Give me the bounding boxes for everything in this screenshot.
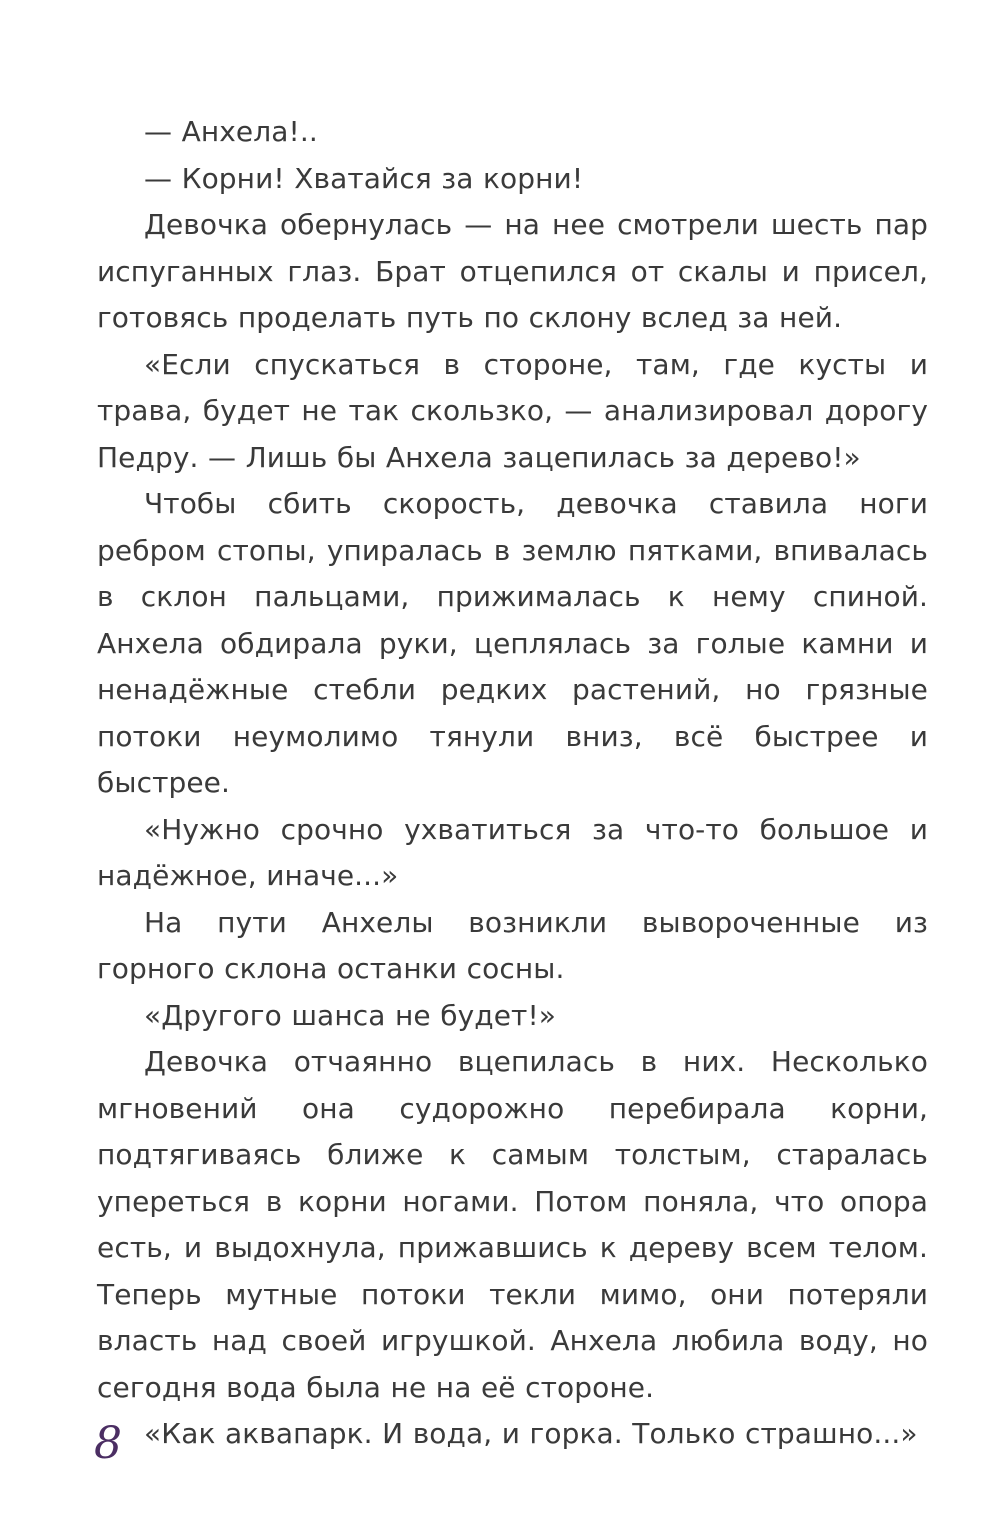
paragraph: «Как аквапарк. И вода, и горка. Только страшно...»: [144, 1417, 918, 1450]
paragraph: Девочка обернулась — на нее смотрели шесть пар испуганных глаз. Брат отцепился от скалы и присел, готовясь проделать путь по склону вслед за ней.: [97, 208, 928, 334]
paragraph: Чтобы сбить скорость, девочка ставила ноги ребром стопы, упиралась в землю пятками, впивалась в склон пальцами, прижималась к нему спиной. Анхела обдирала руки, цеплялась за голые камни и ненадёжные стебли редких растений, но грязные потоки неумолимо тянули вниз, всё быстрее и быстрее.: [97, 487, 928, 799]
page-number: 8: [94, 1418, 122, 1469]
paragraph: «Нужно срочно ухватиться за что-то большое и надёжное, иначе...»: [97, 812, 928, 892]
body-text: [97, 109, 928, 1458]
paragraph: На пути Анхелы возникли вывороченные из горного склона останки сосны.: [97, 905, 928, 985]
paragraph: «Если спускаться в стороне, там, где кусты и трава, будет не так скользко, — анализировал дорогу Педру. — Лишь бы Анхела зацепилась за дерево!»: [97, 347, 928, 474]
paragraph: «Другого шанса не будет!»: [144, 998, 556, 1032]
paragraph: — Анхела!..: [144, 115, 318, 148]
paragraph: — Корни! Хватайся за корни!: [144, 161, 584, 195]
paragraph: Девочка отчаянно вцепилась в них. Несколько мгновений она судорожно перебирала корни, подтягиваясь ближе к самым толстым, старалась упереться в корни ногами. Потом поняла, что опора есть, и выдохнула, прижавшись к дереву всем телом. Теперь мутные потоки текли мимо, они потеряли власть над своей игрушкой. Анхела любила воду, но сегодня вода была не на её стороне.: [97, 1045, 928, 1404]
